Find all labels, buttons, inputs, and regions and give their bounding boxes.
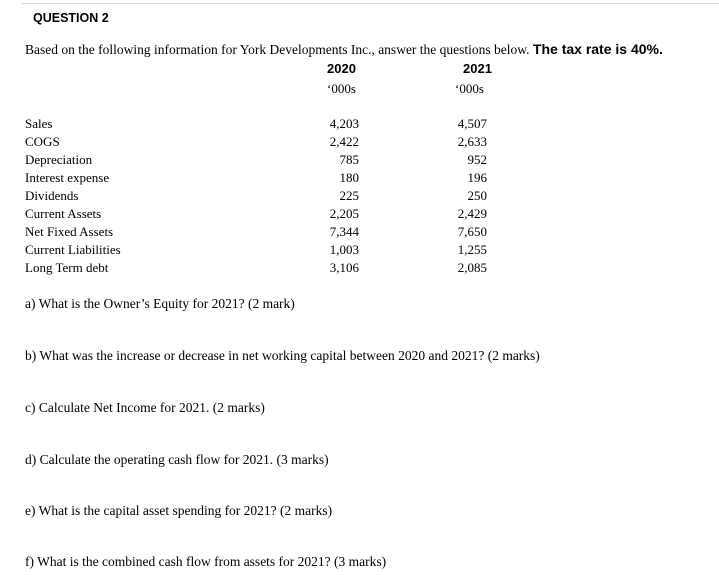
value-2020-depreciation: 785 [339,152,359,167]
question-a: a) What is the Owner’s Equity for 2021? (2 mark) [25,296,295,311]
row-label-depreciation: Depreciation [25,152,93,167]
row-label-long-term-debt: Long Term debt [25,260,109,275]
question-heading: QUESTION 2 [33,11,109,25]
column-year-2020: 2020 [327,61,356,76]
value-2020-long-term-debt: 3,106 [329,260,359,275]
tax-rate-note: The tax rate is 40%. [532,41,663,57]
row-label-net-fixed-assets: Net Fixed Assets [25,224,114,239]
value-2021-depreciation: 952 [467,152,487,167]
value-2020-interest-expense: 180 [339,170,359,185]
column-year-2021: 2021 [463,61,492,76]
row-label-interest-expense: Interest expense [25,170,110,185]
row-label-sales: Sales [25,116,53,131]
value-2020-dividends: 225 [339,188,359,203]
value-2021-sales: 4,507 [457,116,487,131]
column-unit-2020: ‘000s [327,81,356,96]
question-c: c) Calculate Net Income for 2021. (2 marks) [25,400,265,415]
column-unit-2021: ‘000s [455,81,484,96]
value-2020-current-liabilities: 1,003 [329,242,359,257]
value-2021-cogs: 2,633 [457,134,487,149]
row-label-cogs: COGS [25,134,60,149]
value-2021-interest-expense: 196 [467,170,487,185]
question-d: d) Calculate the operating cash flow for 2021. (3 marks) [25,452,329,467]
value-2020-sales: 4,203 [329,116,359,131]
row-label-current-liabilities: Current Liabilities [25,242,121,257]
question-f: f) What is the combined cash flow from assets for 2021? (3 marks) [25,554,387,569]
value-2021-current-liabilities: 1,255 [457,242,487,257]
value-2021-net-fixed-assets: 7,650 [457,224,487,239]
value-2020-current-assets: 2,205 [329,206,359,221]
question-b: b) What was the increase or decrease in net working capital between 2020 and 2021? (2 marks) [25,348,540,363]
value-2021-long-term-debt: 2,085 [457,260,487,275]
value-2020-net-fixed-assets: 7,344 [329,224,359,239]
value-2020-cogs: 2,422 [329,134,359,149]
intro-paragraph [25,41,663,58]
value-2021-current-assets: 2,429 [457,206,487,221]
value-2021-dividends: 250 [467,188,487,203]
row-label-current-assets: Current Assets [25,206,102,221]
row-label-dividends: Dividends [25,188,79,203]
intro-text: Based on the following information for York Developments Inc., answer the questions below. [25,42,530,57]
top-divider [22,3,719,4]
question-e: e) What is the capital asset spending for 2021? (2 marks) [25,503,333,518]
